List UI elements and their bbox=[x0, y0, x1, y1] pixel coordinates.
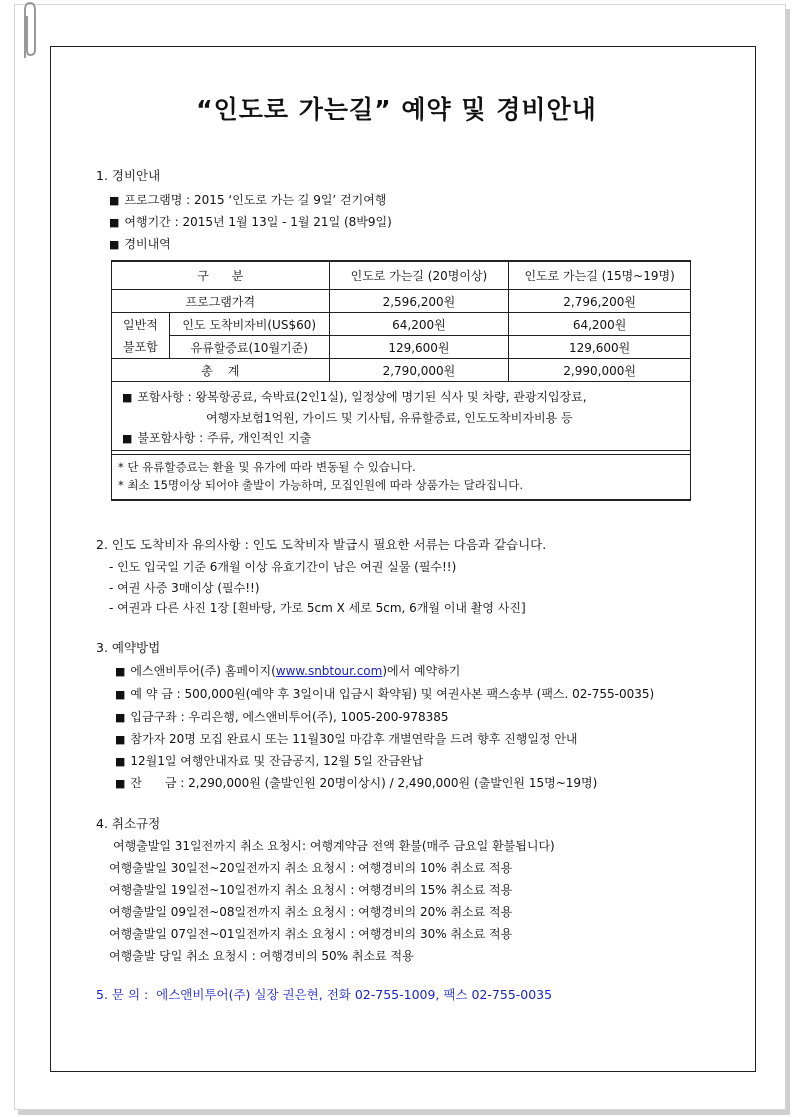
table-row bbox=[112, 382, 691, 455]
table-row bbox=[112, 313, 691, 336]
reservation-item: ■ 잔 금 : 2,290,000원 (출발인원 20명이상시) / 2,490,000원 (출발인원 15명~19명) bbox=[115, 776, 598, 790]
square-bullet-icon: ■ bbox=[115, 665, 126, 678]
visa-item: - 여권과 다른 사진 1장 [흰바탕, 가로 5cm X 세로 5cm, 6개월 이내 촬영 사진] bbox=[109, 601, 526, 615]
square-bullet-icon: ■ bbox=[122, 432, 133, 445]
reservation-item: ■ 예 약 금 : 500,000원(예약 후 3일이내 입금시 확약됨) 및 여권사본 팩스송부 (팩스. 02-755-0035) bbox=[115, 687, 655, 701]
cost-table bbox=[111, 260, 691, 455]
cell-value: 64,200원 bbox=[509, 313, 691, 336]
paperclip-icon bbox=[18, 0, 40, 62]
square-bullet-icon: ■ bbox=[115, 688, 126, 701]
note-line: * 최소 15명이상 되어야 출발이 가능하며, 모집인원에 따라 상품가는 달라집니다. bbox=[118, 478, 523, 492]
reservation-item: ■ 12월1일 여행안내자료 및 잔금공지, 12월 5일 잔금완납 bbox=[115, 754, 424, 768]
contact-info: 5. 문 의 : 에스앤비투어(주) 실장 권은현, 전화 02-755-1009, 팩스 02-755-0035 bbox=[96, 987, 553, 1002]
table-header-20plus: 인도로 가는길 (20명이상) bbox=[329, 261, 509, 290]
cell-value: 129,600원 bbox=[509, 336, 691, 359]
bullet-cost-details: ■ 경비내역 bbox=[109, 237, 171, 251]
cell-value: 2,790,000원 bbox=[329, 359, 509, 382]
section-heading-cancellation: 4. 취소규정 bbox=[96, 816, 161, 831]
row-label-visa: 인도 도착비자비(US$60) bbox=[169, 313, 329, 336]
includes-line: 여행자보험1억원, 가이드 및 기사팁, 유류할증료, 인도도착비자비용 등 bbox=[206, 411, 573, 425]
cell-value: 2,596,200원 bbox=[329, 290, 509, 313]
cancellation-item: 여행출발일 19일전~10일전까지 취소 요청시 : 여행경비의 15% 취소료 적용 bbox=[109, 883, 513, 897]
notes-box bbox=[111, 450, 691, 501]
visa-item: - 여권 사증 3매이상 (필수!!) bbox=[109, 581, 260, 595]
row-label-fuel: 유류할증료(10월기준) bbox=[169, 336, 329, 359]
square-bullet-icon: ■ bbox=[109, 216, 120, 229]
cell-value: 2,990,000원 bbox=[509, 359, 691, 382]
cancellation-item: 여행출발 당일 취소 요청시 : 여행경비의 50% 취소료 적용 bbox=[109, 949, 414, 963]
table-row bbox=[112, 336, 691, 359]
square-bullet-icon: ■ bbox=[109, 238, 120, 251]
square-bullet-icon: ■ bbox=[115, 711, 126, 724]
visa-item: - 인도 입국일 기준 6개월 이상 유효기간이 남은 여권 실물 (필수!!) bbox=[109, 560, 457, 574]
square-bullet-icon: ■ bbox=[115, 777, 126, 790]
page-title: “인도로 가는길” 예약 및 경비안내 bbox=[196, 95, 597, 124]
reservation-item: ■ 참가자 20명 모집 완료시 또는 11월30일 마감후 개별연락을 드려 향후 진행일정 안내 bbox=[115, 732, 578, 746]
cancellation-item: 여행출발일 30일전~20일전까지 취소 요청시 : 여행경비의 10% 취소료 적용 bbox=[109, 861, 513, 875]
cell-value: 2,796,200원 bbox=[509, 290, 691, 313]
includes-line: ■ 포함사항 : 왕복항공료, 숙박료(2인1실), 일정상에 명기된 식사 및 차량, 관광지입장료, bbox=[122, 390, 587, 404]
cell-value: 129,600원 bbox=[329, 336, 509, 359]
includes-cell bbox=[112, 382, 691, 455]
square-bullet-icon: ■ bbox=[109, 194, 120, 207]
section-heading-cost: 1. 경비안내 bbox=[96, 168, 161, 183]
excludes-line: ■ 불포함사항 : 주류, 개인적인 지출 bbox=[122, 431, 312, 445]
cancellation-item: 여행출발일 09일전~08일전까지 취소 요청시 : 여행경비의 20% 취소료 적용 bbox=[109, 905, 513, 919]
row-label-total: 총 계 bbox=[112, 359, 330, 382]
square-bullet-icon: ■ bbox=[115, 733, 126, 746]
reservation-item: ■ 입금구좌 : 우리은행, 에스앤비투어(주), 1005-200-978385 bbox=[115, 710, 449, 724]
note-line: * 단 유류할증료는 환율 및 유가에 따라 변동될 수 있습니다. bbox=[118, 460, 416, 474]
row-label-program-price: 프로그램가격 bbox=[112, 290, 330, 313]
section-heading-visa: 2. 인도 도착비자 유의사항 : 인도 도착비자 발급시 필요한 서류는 다음과 같습니다. bbox=[96, 537, 547, 552]
table-header-15to19: 인도로 가는길 (15명~19명) bbox=[509, 261, 691, 290]
square-bullet-icon: ■ bbox=[115, 755, 126, 768]
table-row bbox=[112, 261, 691, 290]
reservation-item: ■ 에스앤비투어(주) 홈페이지(www.snbtour.com)에서 예약하기 bbox=[115, 664, 461, 678]
bullet-program-name: ■ 프로그램명 : 2015 ‘인도로 가는 길 9일’ 걷기여행 bbox=[109, 193, 387, 207]
table-header-category: 구 분 bbox=[112, 261, 330, 290]
section-heading-reservation: 3. 예약방법 bbox=[96, 640, 161, 655]
homepage-link[interactable]: www.snbtour.com bbox=[275, 664, 383, 678]
cell-value: 64,200원 bbox=[329, 313, 509, 336]
table-row bbox=[112, 359, 691, 382]
bullet-travel-period: ■ 여행기간 : 2015년 1월 13일 - 1월 21일 (8박9일) bbox=[109, 215, 392, 229]
cancellation-item: 여행출발일 31일전까지 취소 요청시: 여행계약금 전액 환불(매주 금요일 환불됩니다) bbox=[113, 839, 555, 853]
cancellation-item: 여행출발일 07일전~01일전까지 취소 요청시 : 여행경비의 30% 취소료 적용 bbox=[109, 927, 513, 941]
square-bullet-icon: ■ bbox=[122, 391, 133, 404]
table-row bbox=[112, 290, 691, 313]
row-group-not-included: 일반적 불포함 bbox=[112, 313, 170, 359]
